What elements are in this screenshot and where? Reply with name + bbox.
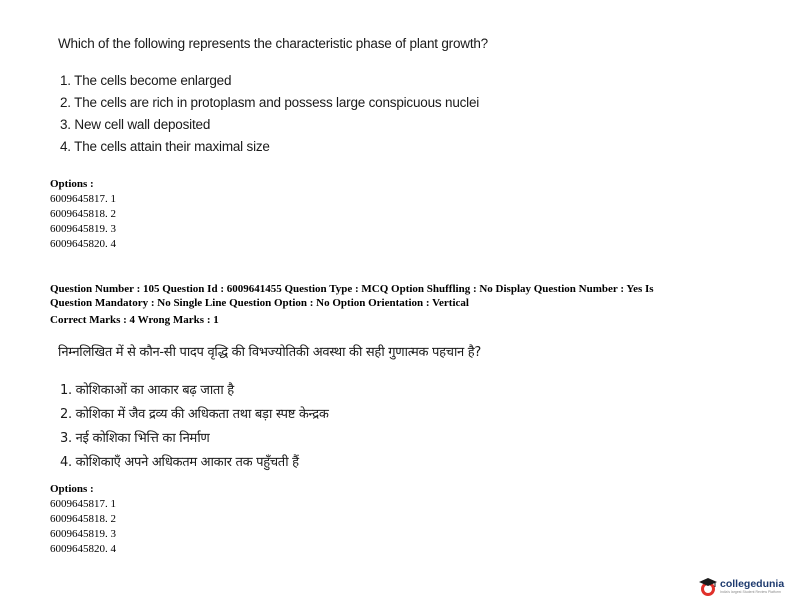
choice-1-hindi: 1. कोशिकाओं का आकार बढ़ जाता है	[60, 383, 234, 398]
options-block-2	[50, 483, 350, 558]
options-block-1	[50, 178, 350, 253]
options-heading: Options :	[50, 483, 94, 495]
choice-2-hindi: 2. कोशिका में जैव द्रव्य की अधिकता तथा बड़ा स्पष्ट केन्द्रक	[60, 407, 329, 422]
logo-name: collegedunia	[720, 578, 785, 590]
option-id-4: 6009645820. 4	[50, 543, 116, 555]
choice-1-english: 1. The cells become enlarged	[60, 73, 232, 88]
option-id-4: 6009645820. 4	[50, 238, 116, 250]
option-id-1: 6009645817. 1	[50, 498, 116, 510]
metadata-line-1: Question Number : 105 Question Id : 6009641455 Question Type : MCQ Option Shuffling : No Display Question Number : Yes Is	[50, 283, 654, 295]
option-id-2: 6009645818. 2	[50, 208, 116, 220]
question-stem-english: Which of the following represents the characteristic phase of plant growth?	[58, 36, 488, 51]
option-id-1: 6009645817. 1	[50, 193, 116, 205]
option-id-3: 6009645819. 3	[50, 223, 116, 235]
options-heading: Options :	[50, 178, 94, 190]
choice-4-hindi: 4. कोशिकाएँ अपने अधिकतम आकार तक पहुँचती हैं	[60, 455, 299, 470]
question-stem-hindi: निम्नलिखित में से कौन-सी पादप वृद्धि की विभज्योतिकी अवस्था की सही गुणात्मक पहचान है?	[58, 345, 482, 360]
logo-tagline: India's largest Student Review Platform	[720, 590, 781, 594]
question-metadata	[50, 282, 750, 327]
option-id-2: 6009645818. 2	[50, 513, 116, 525]
marks-line: Correct Marks : 4 Wrong Marks : 1	[50, 314, 219, 326]
choice-2-english: 2. The cells are rich in protoplasm and possess large conspicuous nuclei	[60, 95, 480, 110]
choice-3-english: 3. New cell wall deposited	[60, 117, 211, 132]
graduate-cap-icon	[698, 576, 718, 598]
option-id-3: 6009645819. 3	[50, 528, 116, 540]
question-hindi	[58, 342, 758, 476]
collegedunia-logo	[698, 574, 790, 600]
choice-3-hindi: 3. नई कोशिका भित्ति का निर्माण	[60, 431, 210, 446]
metadata-line-2: Question Mandatory : No Single Line Question Option : No Option Orientation : Vertical	[50, 297, 469, 309]
choice-4-english: 4. The cells attain their maximal size	[60, 139, 270, 154]
question-english	[58, 36, 758, 161]
